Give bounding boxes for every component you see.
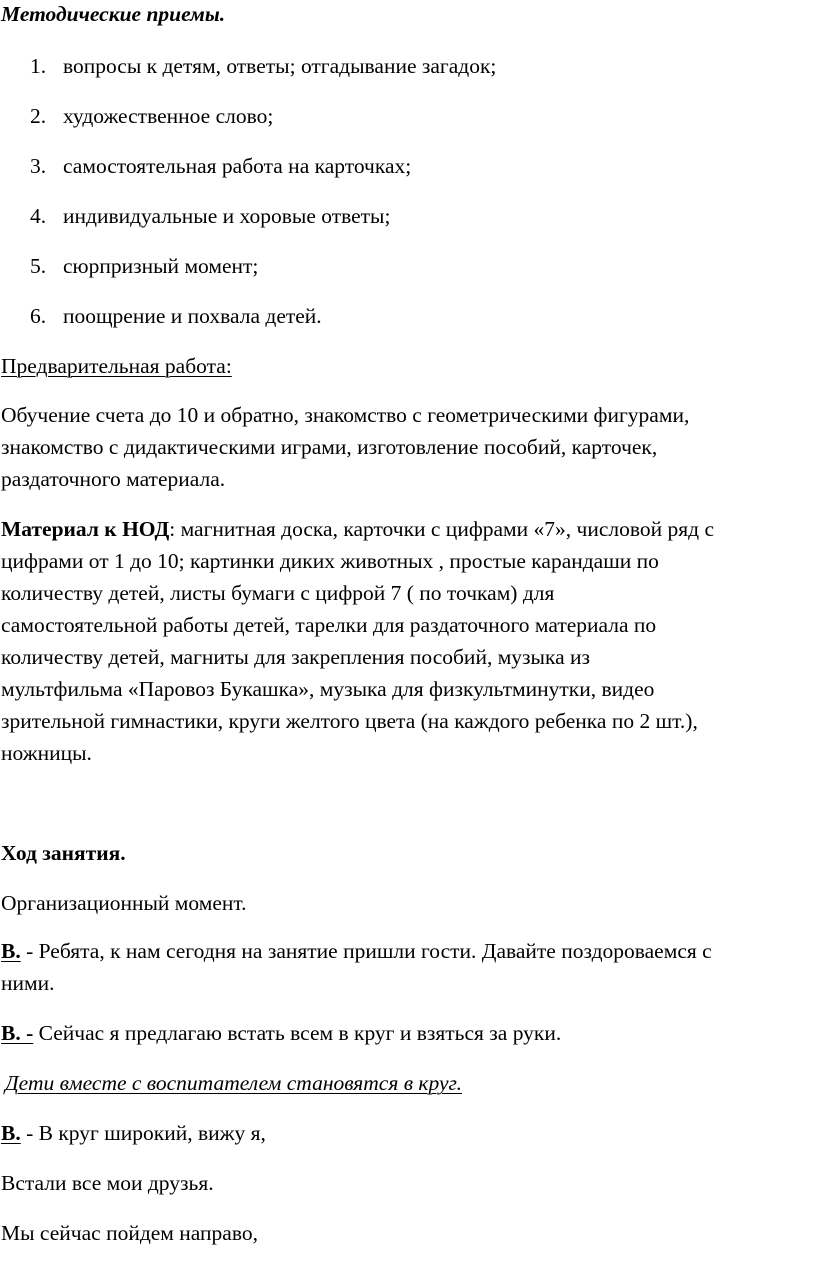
- teacher-label: В. -: [1, 1021, 34, 1045]
- teacher-label: В.: [1, 1121, 21, 1145]
- list-item-text: поощрение и похвала детей.: [63, 304, 322, 328]
- teacher-line-1-cont: ними.: [1, 971, 55, 995]
- material-text-line: зрительной гимнастики, круги желтого цвета (на каждого ребенка по 2 шт.),: [1, 709, 698, 733]
- list-item: [30, 306, 322, 328]
- teacher-line-2: [1, 1023, 561, 1045]
- teacher-speech: Сейчас я предлагаю встать всем в круг и взяться за руки.: [33, 1021, 562, 1045]
- material-text: : магнитная доска, карточки с цифрами «7», числовой ряд с: [169, 517, 715, 541]
- material-text-line: количеству детей, листы бумаги с цифрой 7 ( по точкам) для: [1, 581, 555, 605]
- list-item-number: 1.: [30, 54, 47, 78]
- preliminary-heading: Предварительная работа:: [1, 354, 232, 378]
- list-item-text: сюрпризный момент;: [63, 254, 259, 278]
- methods-heading: Методические приемы.: [1, 2, 226, 26]
- list-item-text: вопросы к детям, ответы; отгадывание загадок;: [63, 54, 497, 78]
- material-first-line: [1, 519, 714, 541]
- list-item: [30, 156, 411, 178]
- list-item: [30, 256, 258, 278]
- list-item-number: 6.: [30, 304, 47, 328]
- material-text-line: самостоятельной работы детей, тарелки для раздаточного материала по: [1, 613, 657, 637]
- org-moment: Организационный момент.: [1, 891, 247, 915]
- preliminary-text-line: Обучение счета до 10 и обратно, знакомство с геометрическими фигурами,: [1, 403, 690, 427]
- teacher-speech: - Ребята, к нам сегодня на занятие пришли гости. Давайте поздороваемся с: [20, 939, 712, 963]
- preliminary-text-line: раздаточного материала.: [1, 467, 226, 491]
- list-item-number: 5.: [30, 254, 47, 278]
- list-item-text: художественное слово;: [63, 104, 274, 128]
- material-text-line: количеству детей, магниты для закрепления пособий, музыка из: [1, 645, 591, 669]
- material-text-line: цифрами от 1 до 10; картинки диких животных , простые карандаши по: [1, 549, 659, 573]
- list-item: [30, 206, 390, 228]
- material-text-line: ножницы.: [1, 741, 92, 765]
- preliminary-text-line: знакомство с дидактическими играми, изготовление пособий, карточек,: [1, 435, 658, 459]
- material-label: Материал к НОД: [1, 517, 170, 541]
- list-item-text: самостоятельная работа на карточках;: [63, 154, 412, 178]
- list-item: [30, 106, 273, 128]
- children-note: Дети вместе с воспитателем становятся в круг.: [5, 1071, 462, 1095]
- teacher-line-1: [1, 941, 712, 963]
- teacher-label: В.: [1, 939, 21, 963]
- list-item-number: 3.: [30, 154, 47, 178]
- list-item-number: 4.: [30, 204, 47, 228]
- poem-line: Мы сейчас пойдем направо,: [1, 1221, 258, 1245]
- teacher-speech: - В круг широкий, вижу я,: [20, 1121, 266, 1145]
- teacher-line-3: [1, 1123, 266, 1145]
- list-item-text: индивидуальные и хоровые ответы;: [63, 204, 391, 228]
- material-text-line: мультфильма «Паровоз Букашка», музыка для физкультминутки, видео: [1, 677, 655, 701]
- poem-line: Встали все мои друзья.: [1, 1171, 214, 1195]
- list-item: [30, 56, 496, 78]
- list-item-number: 2.: [30, 104, 47, 128]
- lesson-heading: Ход занятия.: [1, 841, 126, 865]
